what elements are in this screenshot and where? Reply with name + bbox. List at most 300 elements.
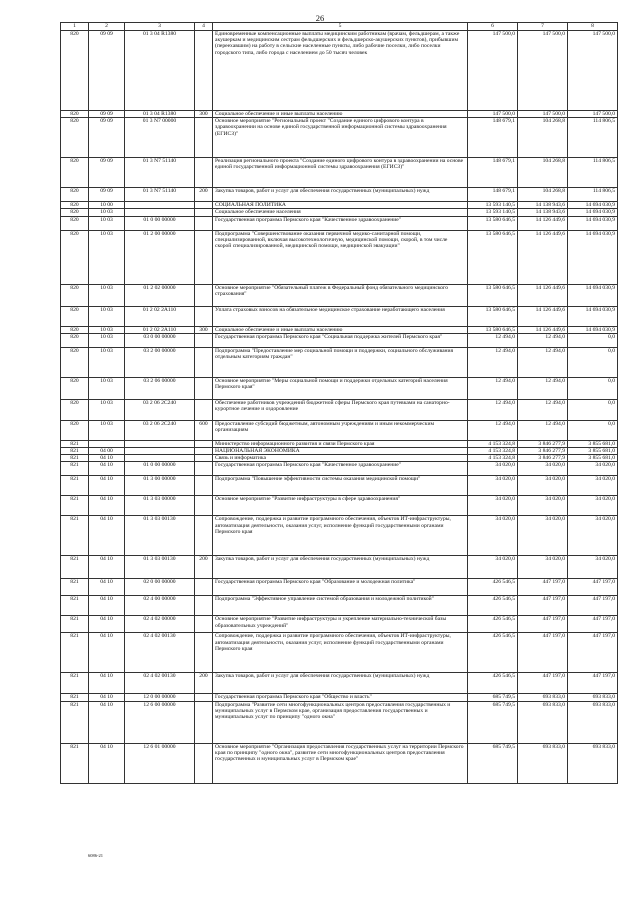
- cell-admin-code: 821: [61, 440, 89, 447]
- table-row: [61, 448, 618, 455]
- cell-admin-code: 821: [61, 633, 89, 673]
- cell-amount-year-3: 3 855 681,0: [568, 455, 618, 462]
- table-row: [61, 694, 618, 701]
- cell-amount-year-1: 426 546,5: [468, 633, 518, 673]
- cell-admin-code: 821: [61, 455, 89, 462]
- cell-amount-year-1: 13 580 646,5: [468, 326, 518, 333]
- cell-amount-year-1: 685 749,5: [468, 701, 518, 743]
- cell-amount-year-1: 13 580 646,5: [468, 306, 518, 326]
- cell-expense-type: [195, 202, 213, 209]
- cell-expense-type: [195, 476, 213, 496]
- cell-admin-code: 820: [61, 202, 89, 209]
- cell-description: Сопровождение, поддержка и развитие программного обеспечения, объектов ИТ-инфраструктуры, автоматизация деятельности, оказания услуг, исполнение функций государственными органами Пермского края: [213, 633, 468, 673]
- table-row: [61, 440, 618, 447]
- cell-expense-type: 300: [195, 326, 213, 333]
- cell-target-article: 12 6 00 00000: [125, 701, 195, 743]
- table-row: [61, 111, 618, 118]
- cell-amount-year-2: 12 494,0: [518, 333, 568, 347]
- cell-amount-year-3: 34 020,0: [568, 516, 618, 556]
- table-row: [61, 284, 618, 306]
- cell-target-article: 01 3 03 00130: [125, 556, 195, 579]
- cell-description: Подпрограмма "Предоставление мер социальной помощи и поддержки, социального обслуживания отдельным категориям граждан": [213, 347, 468, 377]
- cell-description: Основное мероприятие "Организация предоставления государственных услуг на территории Пермского края по принципу "одного окна", развитие сети многофункциональных центров предоставления государственных и муниципальных услуг в Пермском крае": [213, 743, 468, 783]
- cell-target-article: [125, 455, 195, 462]
- cell-target-article: 03 2 06 00000: [125, 377, 195, 399]
- cell-section-code: 09 09: [89, 158, 125, 188]
- cell-amount-year-1: 34 020,0: [468, 516, 518, 556]
- cell-description: Подпрограмма "Повышение эффективности системы оказания медицинской помощи": [213, 476, 468, 496]
- cell-expense-type: [195, 496, 213, 516]
- cell-admin-code: 820: [61, 326, 89, 333]
- cell-amount-year-2: 3 846 277,9: [518, 448, 568, 455]
- cell-target-article: 01 3 03 00000: [125, 496, 195, 516]
- cell-section-code: 10 00: [89, 202, 125, 209]
- cell-amount-year-3: 3 855 681,0: [568, 448, 618, 455]
- cell-description: Закупка товаров, работ и услуг для обеспечения государственных (муниципальных) нужд: [213, 673, 468, 694]
- cell-amount-year-3: 447 197,0: [568, 616, 618, 633]
- cell-target-article: [125, 202, 195, 209]
- column-number-row: [61, 23, 618, 31]
- cell-admin-code: 820: [61, 188, 89, 202]
- table-row: [61, 476, 618, 496]
- cell-description: Единовременные компенсационные выплаты медицинским работникам (врачам, фельдшерам, а также акушеркам и медицинским сестрам фельдшерских и фельдшерско-акушерских пунктов), прибывшим (переехавшим) на работу в сельские населенные пункты, либо рабочие поселки, либо поселки городского типа, либо города с населением до 50 тысяч человек: [213, 31, 468, 111]
- cell-description: Социальное обеспечение и иные выплаты населению: [213, 326, 468, 333]
- column-number: 8: [568, 23, 618, 31]
- cell-target-article: 01 3 04 R1380: [125, 31, 195, 111]
- cell-amount-year-2: 14 126 449,6: [518, 230, 568, 284]
- cell-admin-code: 821: [61, 701, 89, 743]
- column-number: 1: [61, 23, 89, 31]
- cell-description: Государственная программа Пермского края "Социальная поддержка жителей Пермского края": [213, 333, 468, 347]
- cell-description: Уплата страховых взносов на обязательное медицинское страхование неработающего населения: [213, 306, 468, 326]
- cell-admin-code: 821: [61, 694, 89, 701]
- cell-amount-year-3: 34 020,0: [568, 462, 618, 476]
- cell-description: Государственная программа Пермского края "Качественное здравоохранение": [213, 216, 468, 230]
- table-row: [61, 118, 618, 158]
- cell-amount-year-3: 14 694 030,9: [568, 306, 618, 326]
- cell-amount-year-1: 148 679,1: [468, 118, 518, 158]
- cell-amount-year-1: 13 593 140,5: [468, 202, 518, 209]
- cell-section-code: 04 10: [89, 455, 125, 462]
- cell-amount-year-3: 34 020,0: [568, 556, 618, 579]
- table-row: [61, 333, 618, 347]
- cell-amount-year-3: 0,0: [568, 377, 618, 399]
- cell-target-article: 02 4 02 00130: [125, 633, 195, 673]
- cell-amount-year-3: 447 197,0: [568, 633, 618, 673]
- cell-target-article: 01 3 N7 00000: [125, 118, 195, 158]
- cell-expense-type: [195, 440, 213, 447]
- cell-section-code: 04 10: [89, 701, 125, 743]
- table-row: [61, 556, 618, 579]
- cell-description: Социальное обеспечение и иные выплаты населению: [213, 111, 468, 118]
- cell-admin-code: 820: [61, 216, 89, 230]
- cell-amount-year-1: 13 580 646,5: [468, 284, 518, 306]
- cell-expense-type: 200: [195, 556, 213, 579]
- cell-admin-code: 820: [61, 377, 89, 399]
- cell-admin-code: 820: [61, 284, 89, 306]
- cell-admin-code: 821: [61, 462, 89, 476]
- cell-amount-year-3: 447 197,0: [568, 579, 618, 596]
- cell-target-article: 12 0 00 00000: [125, 694, 195, 701]
- cell-expense-type: [195, 118, 213, 158]
- cell-target-article: 01 0 00 00000: [125, 216, 195, 230]
- cell-amount-year-1: 685 749,5: [468, 743, 518, 783]
- cell-section-code: 04 10: [89, 616, 125, 633]
- table-row: [61, 209, 618, 216]
- cell-admin-code: 820: [61, 118, 89, 158]
- cell-amount-year-3: 0,0: [568, 347, 618, 377]
- cell-amount-year-1: 148 679,1: [468, 188, 518, 202]
- table-row: [61, 596, 618, 616]
- table-row: [61, 673, 618, 694]
- cell-description: Связь и информатика: [213, 455, 468, 462]
- cell-section-code: 04 10: [89, 694, 125, 701]
- cell-expense-type: [195, 306, 213, 326]
- cell-admin-code: 821: [61, 496, 89, 516]
- cell-amount-year-3: 0,0: [568, 333, 618, 347]
- cell-section-code: 10 03: [89, 284, 125, 306]
- cell-amount-year-2: 34 020,0: [518, 516, 568, 556]
- cell-expense-type: [195, 333, 213, 347]
- cell-description: Подпрограмма "Эффективное управление системой образования и молодежной политикой": [213, 596, 468, 616]
- cell-section-code: 04 00: [89, 448, 125, 455]
- cell-amount-year-1: 13 580 646,5: [468, 216, 518, 230]
- cell-amount-year-1: 34 020,0: [468, 556, 518, 579]
- cell-amount-year-2: 104 268,8: [518, 188, 568, 202]
- cell-section-code: 04 10: [89, 556, 125, 579]
- table-row: [61, 230, 618, 284]
- cell-section-code: 04 10: [89, 462, 125, 476]
- cell-section-code: 10 03: [89, 420, 125, 440]
- cell-section-code: 09 09: [89, 118, 125, 158]
- cell-expense-type: [195, 230, 213, 284]
- column-number: 3: [125, 23, 195, 31]
- cell-amount-year-2: 3 846 277,9: [518, 455, 568, 462]
- column-number: 6: [468, 23, 518, 31]
- cell-admin-code: 821: [61, 476, 89, 496]
- cell-admin-code: 821: [61, 556, 89, 579]
- cell-section-code: 04 10: [89, 579, 125, 596]
- cell-amount-year-3: 693 833,0: [568, 694, 618, 701]
- cell-amount-year-3: 0,0: [568, 399, 618, 420]
- cell-expense-type: [195, 216, 213, 230]
- cell-amount-year-2: 147 500,0: [518, 111, 568, 118]
- cell-amount-year-1: 147 500,0: [468, 31, 518, 111]
- cell-section-code: 10 03: [89, 333, 125, 347]
- table-row: [61, 496, 618, 516]
- table-row: [61, 420, 618, 440]
- cell-amount-year-2: 104 268,8: [518, 118, 568, 158]
- cell-amount-year-2: 693 833,0: [518, 694, 568, 701]
- cell-admin-code: 820: [61, 111, 89, 118]
- cell-admin-code: 820: [61, 209, 89, 216]
- cell-description: Основное мероприятие "Региональный проект "Создание единого цифрового контура в здравоохранении на основе единой государственной информационной системы здравоохранения (ЕГИСЗ)": [213, 118, 468, 158]
- cell-target-article: 01 2 02 2A110: [125, 326, 195, 333]
- cell-target-article: 01 3 N7 51140: [125, 188, 195, 202]
- cell-expense-type: [195, 616, 213, 633]
- cell-section-code: 04 10: [89, 633, 125, 673]
- cell-amount-year-2: 12 494,0: [518, 377, 568, 399]
- cell-target-article: 03 2 00 00000: [125, 347, 195, 377]
- cell-amount-year-3: 114 806,5: [568, 188, 618, 202]
- cell-amount-year-2: 147 500,0: [518, 31, 568, 111]
- cell-amount-year-1: 34 020,0: [468, 476, 518, 496]
- cell-amount-year-1: 13 593 140,5: [468, 209, 518, 216]
- table-body: [61, 23, 618, 784]
- cell-amount-year-3: 34 020,0: [568, 496, 618, 516]
- cell-description: Основное мероприятие "Обязательный платеж в Федеральный фонд обязательного медицинского страхования": [213, 284, 468, 306]
- cell-amount-year-2: 34 020,0: [518, 462, 568, 476]
- cell-target-article: 01 2 02 00000: [125, 284, 195, 306]
- cell-admin-code: 820: [61, 31, 89, 111]
- cell-target-article: 02 0 00 00000: [125, 579, 195, 596]
- cell-target-article: 01 2 02 2A110: [125, 306, 195, 326]
- cell-description: Социальное обеспечение населения: [213, 209, 468, 216]
- cell-amount-year-3: 693 833,0: [568, 701, 618, 743]
- cell-admin-code: 820: [61, 333, 89, 347]
- cell-target-article: [125, 440, 195, 447]
- column-number: 2: [89, 23, 125, 31]
- cell-expense-type: [195, 448, 213, 455]
- cell-expense-type: [195, 284, 213, 306]
- cell-amount-year-1: 12 494,0: [468, 347, 518, 377]
- cell-admin-code: 821: [61, 516, 89, 556]
- cell-description: Государственная программа Пермского края "Образование и молодежная политика": [213, 579, 468, 596]
- column-number: 5: [213, 23, 468, 31]
- cell-description: Основное мероприятие "Развитие инфраструктуры и укрепление материально-технической базы образовательных учреждений": [213, 616, 468, 633]
- cell-amount-year-2: 14 126 449,6: [518, 216, 568, 230]
- cell-amount-year-3: 693 833,0: [568, 743, 618, 783]
- table-row: [61, 306, 618, 326]
- cell-amount-year-3: 14 694 030,9: [568, 216, 618, 230]
- cell-amount-year-2: 14 138 943,6: [518, 209, 568, 216]
- cell-section-code: [89, 440, 125, 447]
- cell-amount-year-1: 12 494,0: [468, 420, 518, 440]
- cell-amount-year-2: 447 197,0: [518, 673, 568, 694]
- cell-target-article: 01 3 03 00130: [125, 516, 195, 556]
- cell-expense-type: [195, 516, 213, 556]
- cell-amount-year-2: 34 020,0: [518, 556, 568, 579]
- cell-section-code: 09 09: [89, 188, 125, 202]
- cell-amount-year-2: 447 197,0: [518, 596, 568, 616]
- cell-target-article: 03 2 06 2C240: [125, 399, 195, 420]
- cell-section-code: 04 10: [89, 476, 125, 496]
- cell-amount-year-3: 114 806,5: [568, 158, 618, 188]
- cell-amount-year-1: 426 546,5: [468, 596, 518, 616]
- cell-amount-year-3: 14 694 030,9: [568, 326, 618, 333]
- cell-amount-year-2: 14 126 449,6: [518, 306, 568, 326]
- cell-description: Обеспечение работников учреждений бюджетной сферы Пермского края путевками на санаторно-курортное лечение и оздоровление: [213, 399, 468, 420]
- cell-amount-year-3: 447 197,0: [568, 673, 618, 694]
- cell-target-article: 03 0 00 00000: [125, 333, 195, 347]
- cell-section-code: 04 10: [89, 596, 125, 616]
- cell-admin-code: 821: [61, 616, 89, 633]
- cell-target-article: 02 4 02 00000: [125, 616, 195, 633]
- cell-section-code: 10 03: [89, 377, 125, 399]
- table-row: [61, 616, 618, 633]
- cell-target-article: 01 3 N7 51140: [125, 158, 195, 188]
- table-row: [61, 188, 618, 202]
- cell-expense-type: 200: [195, 673, 213, 694]
- cell-expense-type: [195, 31, 213, 111]
- cell-target-article: 12 6 01 00000: [125, 743, 195, 783]
- cell-admin-code: 821: [61, 448, 89, 455]
- cell-description: Подпрограмма "Совершенствование оказания первичной медико-санитарной помощи, специализированной, включая высокотехнологичную, медицинской помощи, скорой, в том числе скорой специализированной, медицинской помощи, медицинской эвакуации": [213, 230, 468, 284]
- cell-expense-type: [195, 455, 213, 462]
- table-row: [61, 326, 618, 333]
- cell-description: Сопровождение, поддержка и развитие программного обеспечения, объектов ИТ-инфраструктуры, автоматизация деятельности, оказания услуг, исполнение функций государственными органами Пермского края: [213, 516, 468, 556]
- cell-admin-code: 820: [61, 399, 89, 420]
- cell-expense-type: [195, 462, 213, 476]
- cell-expense-type: [195, 694, 213, 701]
- cell-amount-year-1: 12 494,0: [468, 399, 518, 420]
- table-row: [61, 31, 618, 111]
- cell-amount-year-2: 14 126 449,6: [518, 326, 568, 333]
- cell-amount-year-1: 685 749,5: [468, 694, 518, 701]
- cell-target-article: 03 2 06 2C240: [125, 420, 195, 440]
- table-row: [61, 516, 618, 556]
- cell-description: Государственная программа Пермского края "Общество и власть": [213, 694, 468, 701]
- cell-amount-year-1: 426 546,5: [468, 616, 518, 633]
- cell-amount-year-2: 447 197,0: [518, 633, 568, 673]
- cell-section-code: 10 03: [89, 347, 125, 377]
- cell-admin-code: 820: [61, 420, 89, 440]
- cell-section-code: 10 03: [89, 209, 125, 216]
- cell-amount-year-2: 693 833,0: [518, 701, 568, 743]
- cell-expense-type: [195, 209, 213, 216]
- cell-description: Основное мероприятие "Развитие инфраструктуры в сфере здравоохранения": [213, 496, 468, 516]
- cell-expense-type: [195, 347, 213, 377]
- cell-section-code: 10 03: [89, 216, 125, 230]
- table-row: [61, 701, 618, 743]
- cell-amount-year-1: 34 020,0: [468, 496, 518, 516]
- cell-amount-year-2: 12 494,0: [518, 347, 568, 377]
- table-row: [61, 633, 618, 673]
- cell-amount-year-3: 147 500,0: [568, 111, 618, 118]
- cell-amount-year-1: 4 153 324,8: [468, 448, 518, 455]
- cell-admin-code: 821: [61, 579, 89, 596]
- table-row: [61, 347, 618, 377]
- cell-amount-year-2: 34 020,0: [518, 476, 568, 496]
- cell-description: Министерство информационного развития и связи Пермского края: [213, 440, 468, 447]
- cell-description: Закупка товаров, работ и услуг для обеспечения государственных (муниципальных) нужд: [213, 188, 468, 202]
- cell-amount-year-1: 34 020,0: [468, 462, 518, 476]
- cell-amount-year-3: 447 197,0: [568, 596, 618, 616]
- cell-amount-year-3: 14 694 030,9: [568, 230, 618, 284]
- cell-section-code: 10 03: [89, 230, 125, 284]
- cell-amount-year-3: 14 694 030,9: [568, 209, 618, 216]
- cell-admin-code: 820: [61, 347, 89, 377]
- table-row: [61, 216, 618, 230]
- cell-section-code: 09 09: [89, 111, 125, 118]
- cell-expense-type: [195, 377, 213, 399]
- cell-amount-year-2: 693 833,0: [518, 743, 568, 783]
- cell-expense-type: [195, 701, 213, 743]
- cell-amount-year-2: 12 494,0: [518, 399, 568, 420]
- cell-amount-year-1: 13 580 646,5: [468, 230, 518, 284]
- cell-target-article: 01 3 04 R1380: [125, 111, 195, 118]
- cell-target-article: 01 2 00 00000: [125, 230, 195, 284]
- cell-expense-type: [195, 596, 213, 616]
- cell-description: СОЦИАЛЬНАЯ ПОЛИТИКА: [213, 202, 468, 209]
- page-number: 26: [315, 13, 325, 23]
- cell-admin-code: 821: [61, 596, 89, 616]
- cell-amount-year-2: 447 197,0: [518, 616, 568, 633]
- cell-description: Государственная программа Пермского края "Качественное здравоохранение": [213, 462, 468, 476]
- cell-amount-year-2: 447 197,0: [518, 579, 568, 596]
- cell-target-article: 01 3 00 00000: [125, 476, 195, 496]
- cell-admin-code: 820: [61, 230, 89, 284]
- cell-admin-code: 821: [61, 673, 89, 694]
- cell-amount-year-3: 114 806,5: [568, 118, 618, 158]
- cell-amount-year-1: 12 494,0: [468, 377, 518, 399]
- cell-section-code: 04 10: [89, 516, 125, 556]
- cell-amount-year-3: 3 855 681,0: [568, 440, 618, 447]
- cell-amount-year-3: 14 694 030,9: [568, 284, 618, 306]
- table-row: [61, 455, 618, 462]
- cell-amount-year-1: 147 500,0: [468, 111, 518, 118]
- cell-amount-year-3: 34 020,0: [568, 476, 618, 496]
- cell-target-article: 01 0 00 00000: [125, 462, 195, 476]
- cell-amount-year-2: 34 020,0: [518, 496, 568, 516]
- cell-amount-year-1: 12 494,0: [468, 333, 518, 347]
- cell-admin-code: 821: [61, 743, 89, 783]
- cell-expense-type: [195, 743, 213, 783]
- cell-amount-year-2: 3 846 277,9: [518, 440, 568, 447]
- cell-amount-year-1: 426 546,5: [468, 673, 518, 694]
- cell-description: Предоставление субсидий бюджетным, автономным учреждениям и иным некоммерческим организациям: [213, 420, 468, 440]
- cell-expense-type: 300: [195, 111, 213, 118]
- cell-amount-year-3: 14 694 030,9: [568, 202, 618, 209]
- cell-expense-type: [195, 399, 213, 420]
- cell-amount-year-2: 14 126 449,6: [518, 284, 568, 306]
- cell-description: НАЦИОНАЛЬНАЯ ЭКОНОМИКА: [213, 448, 468, 455]
- cell-amount-year-1: 426 546,5: [468, 579, 518, 596]
- cell-target-article: 02 4 00 00000: [125, 596, 195, 616]
- table-row: [61, 579, 618, 596]
- cell-amount-year-1: 148 679,1: [468, 158, 518, 188]
- cell-target-article: [125, 209, 195, 216]
- cell-expense-type: [195, 579, 213, 596]
- cell-description: Реализация регионального проекта "Создание единого цифрового контура в здравоохранении на основе единой государственной информационной системы здравоохранения (ЕГИСЗ)": [213, 158, 468, 188]
- cell-amount-year-2: 12 494,0: [518, 420, 568, 440]
- cell-expense-type: 600: [195, 420, 213, 440]
- cell-section-code: 09 09: [89, 31, 125, 111]
- cell-expense-type: [195, 633, 213, 673]
- cell-amount-year-2: 14 138 943,6: [518, 202, 568, 209]
- column-number: 4: [195, 23, 213, 31]
- table-row: [61, 377, 618, 399]
- cell-amount-year-3: 0,0: [568, 420, 618, 440]
- table-row: [61, 202, 618, 209]
- table-row: [61, 462, 618, 476]
- cell-description: Подпрограмма "Развитие сети многофункциональных центров предоставления государственных и муниципальных услуг в Пермском крае, организация предоставления государственных и муниципальных услуг по принципу "одного окна": [213, 701, 468, 743]
- cell-section-code: 10 03: [89, 306, 125, 326]
- cell-amount-year-3: 147 500,0: [568, 31, 618, 111]
- cell-admin-code: 820: [61, 306, 89, 326]
- table-row: [61, 158, 618, 188]
- cell-amount-year-1: 4 153 324,8: [468, 440, 518, 447]
- cell-description: Основное мероприятие "Меры социальной помощи и поддержки отдельных категорий населения Пермского края": [213, 377, 468, 399]
- cell-section-code: 04 10: [89, 673, 125, 694]
- table-row: [61, 399, 618, 420]
- column-number: 7: [518, 23, 568, 31]
- cell-amount-year-2: 104 268,8: [518, 158, 568, 188]
- footer-code: 6086-21: [88, 853, 103, 858]
- cell-section-code: 10 03: [89, 399, 125, 420]
- cell-description: Закупка товаров, работ и услуг для обеспечения государственных (муниципальных) нужд: [213, 556, 468, 579]
- cell-admin-code: 820: [61, 158, 89, 188]
